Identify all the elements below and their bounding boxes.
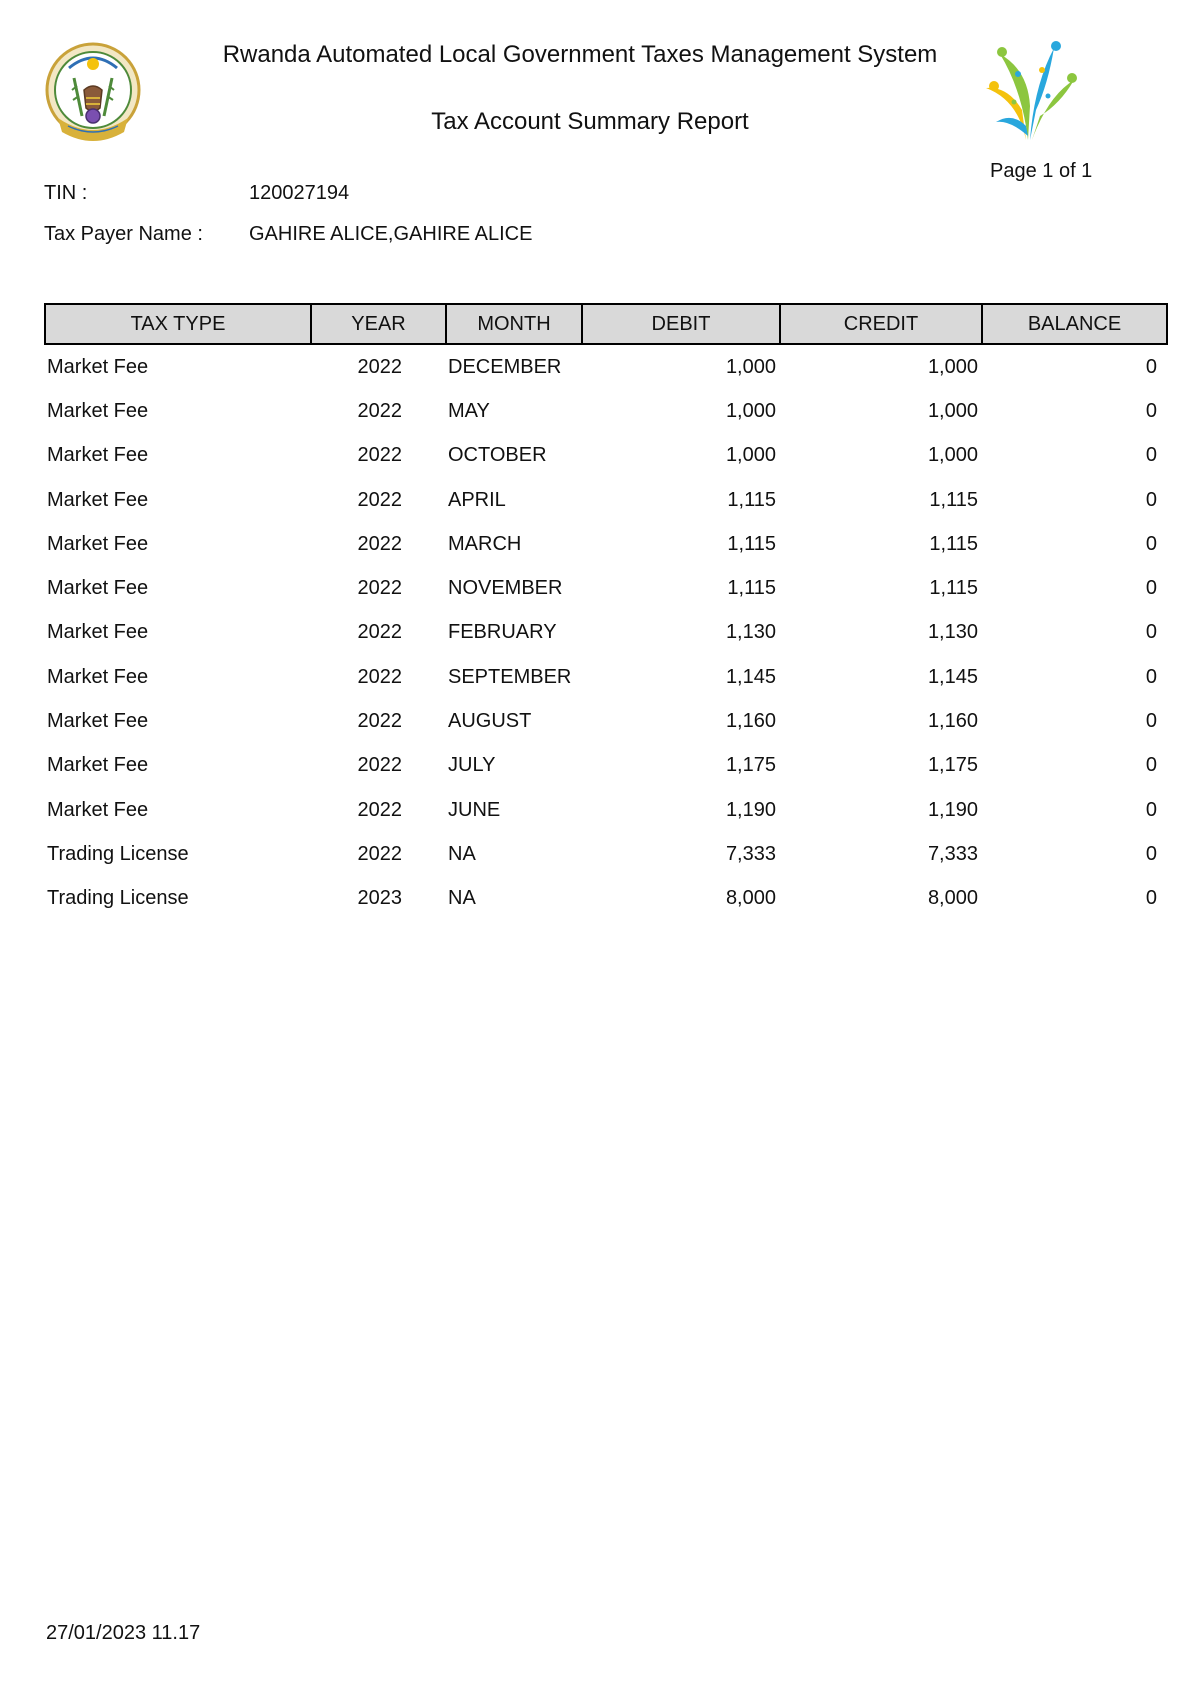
column-header-debit: DEBIT (582, 304, 780, 344)
month-cell: SEPTEMBER (448, 665, 572, 688)
month-cell: DECEMBER (448, 355, 562, 378)
year-cell: 2022 (357, 621, 402, 644)
balance-cell: 0 (1145, 887, 1157, 910)
tax-type-cell: Market Fee (47, 532, 149, 555)
column-header-month: MONTH (446, 304, 582, 344)
year-cell: 2022 (357, 665, 402, 688)
year-cell: 2022 (357, 577, 402, 600)
debit-cell: 1,115 (727, 488, 776, 511)
month-cell: AUGUST (448, 710, 532, 733)
credit-cell: 1,175 (927, 754, 978, 777)
year-cell: 2022 (357, 444, 402, 467)
month-cell: NA (448, 842, 476, 865)
table-row (45, 478, 1167, 522)
credit-cell: 1,115 (929, 532, 978, 555)
table-row (45, 788, 1167, 832)
debit-cell: 1,190 (725, 798, 776, 821)
debit-cell: 1,000 (725, 399, 776, 422)
credit-cell: 1,000 (927, 399, 978, 422)
credit-cell: 1,130 (927, 621, 978, 644)
tax-type-cell: Trading License (47, 842, 189, 865)
debit-cell: 1,000 (725, 444, 776, 467)
page-indicator: Page 1 of 1 (990, 160, 1093, 182)
tax-type-cell: Market Fee (47, 577, 149, 600)
credit-cell: 8,000 (927, 887, 978, 910)
table-row (45, 877, 1167, 921)
taxpayer-name-value: GAHIRE ALICE,GAHIRE ALICE (249, 223, 533, 245)
table-row (45, 655, 1167, 699)
year-cell: 2022 (357, 355, 402, 378)
year-cell: 2022 (357, 710, 402, 733)
tax-type-cell: Market Fee (47, 355, 149, 378)
debit-cell: 1,130 (725, 621, 776, 644)
table-row (45, 832, 1167, 876)
column-header-year: YEAR (311, 304, 446, 344)
tax-type-cell: Market Fee (47, 399, 149, 422)
year-cell: 2022 (357, 754, 402, 777)
tin-value: 120027194 (249, 182, 350, 204)
report-timestamp: 27/01/2023 11.17 (46, 1622, 201, 1644)
year-cell: 2022 (357, 488, 402, 511)
debit-cell: 1,115 (727, 577, 776, 600)
balance-cell: 0 (1145, 665, 1157, 688)
table-header-row (45, 304, 1167, 344)
month-cell: MARCH (448, 532, 522, 555)
tax-type-cell: Market Fee (47, 665, 149, 688)
debit-cell: 1,175 (725, 754, 776, 777)
system-title: Rwanda Automated Local Government Taxes Management System (222, 41, 938, 68)
month-cell: NA (448, 887, 476, 910)
table-row (45, 389, 1167, 433)
balance-cell: 0 (1145, 488, 1157, 511)
tax-type-cell: Market Fee (47, 710, 149, 733)
month-cell: JULY (448, 754, 496, 777)
debit-cell: 1,145 (725, 665, 776, 688)
tax-type-cell: Market Fee (47, 444, 149, 467)
balance-cell: 0 (1145, 798, 1157, 821)
balance-cell: 0 (1145, 842, 1157, 865)
tin-label: TIN : (44, 182, 88, 204)
taxpayer-name-label: Tax Payer Name : (44, 223, 203, 245)
tax-type-cell: Market Fee (47, 754, 149, 777)
balance-cell: 0 (1145, 399, 1157, 422)
rwanda-coat-of-arms-icon (44, 38, 142, 146)
balance-cell: 0 (1145, 577, 1157, 600)
balance-cell: 0 (1145, 444, 1157, 467)
year-cell: 2022 (357, 399, 402, 422)
report-title: Tax Account Summary Report (431, 108, 749, 135)
column-header-balance: BALANCE (982, 304, 1167, 344)
table-row (45, 344, 1167, 389)
debit-cell: 7,333 (725, 842, 776, 865)
credit-cell: 1,145 (927, 665, 978, 688)
year-cell: 2022 (357, 532, 402, 555)
debit-cell: 8,000 (725, 887, 776, 910)
credit-cell: 1,190 (927, 798, 978, 821)
tax-type-cell: Market Fee (47, 488, 149, 511)
table-row (45, 434, 1167, 478)
credit-cell: 1,160 (927, 710, 978, 733)
year-cell: 2023 (357, 887, 402, 910)
balance-cell: 0 (1145, 532, 1157, 555)
table-row (45, 744, 1167, 788)
table-row (45, 611, 1167, 655)
tax-type-cell: Market Fee (47, 621, 149, 644)
balance-cell: 0 (1145, 355, 1157, 378)
table-row (45, 566, 1167, 610)
tax-account-table (44, 303, 1168, 921)
tax-type-cell: Market Fee (47, 798, 149, 821)
credit-cell: 1,000 (927, 355, 978, 378)
month-cell: OCTOBER (448, 444, 547, 467)
debit-cell: 1,160 (725, 710, 776, 733)
year-cell: 2022 (357, 842, 402, 865)
table-row (45, 699, 1167, 743)
tax-type-cell: Trading License (47, 887, 189, 910)
credit-cell: 1,000 (927, 444, 978, 467)
balance-cell: 0 (1145, 621, 1157, 644)
month-cell: MAY (448, 399, 490, 422)
month-cell: APRIL (448, 488, 506, 511)
month-cell: NOVEMBER (448, 577, 563, 600)
balance-cell: 0 (1145, 754, 1157, 777)
column-header-tax-type: TAX TYPE (45, 304, 311, 344)
month-cell: FEBRUARY (448, 621, 557, 644)
column-header-credit: CREDIT (780, 304, 982, 344)
year-cell: 2022 (357, 798, 402, 821)
month-cell: JUNE (448, 798, 501, 821)
credit-cell: 7,333 (927, 842, 978, 865)
table-row (45, 522, 1167, 566)
debit-cell: 1,000 (725, 355, 776, 378)
credit-cell: 1,115 (929, 488, 978, 511)
credit-cell: 1,115 (929, 577, 978, 600)
debit-cell: 1,115 (727, 532, 776, 555)
balance-cell: 0 (1145, 710, 1157, 733)
